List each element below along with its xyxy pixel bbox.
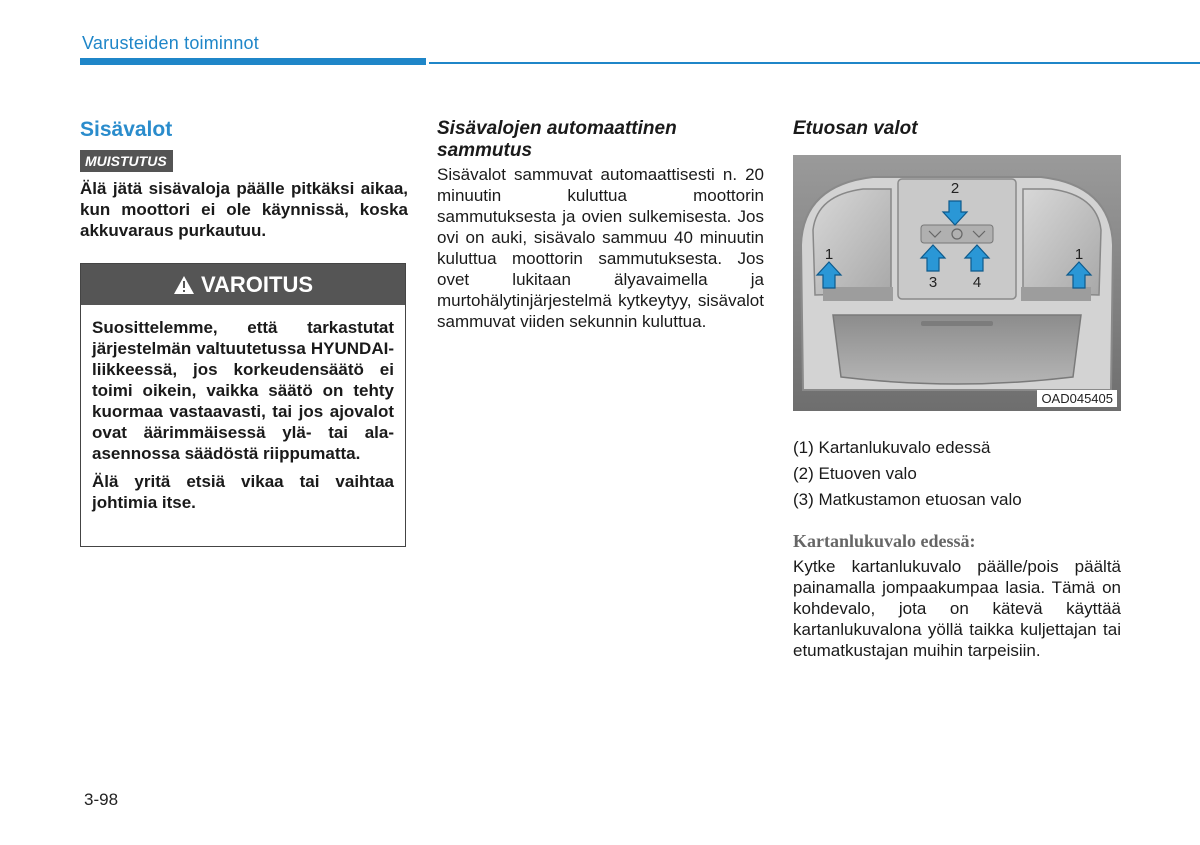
callout-2: 2: [950, 180, 960, 197]
warning-body: [81, 305, 405, 513]
warning-header: [81, 264, 405, 305]
callout-1-left: 1: [824, 246, 834, 263]
list-item: (2) Etuoven valo: [793, 464, 917, 483]
overhead-console-illustration: [793, 155, 1121, 411]
map-light-subheading: Kartanlukuvalo edessä:: [793, 531, 976, 551]
section-title-front-lights: Etuosan valot: [793, 118, 918, 139]
warning-paragraph: Älä yritä etsiä vikaa tai vaihtaa johtimia itse.: [92, 472, 394, 512]
header-bar: [80, 58, 426, 65]
front-lights-figure: [793, 155, 1121, 411]
header-title: Varusteiden toiminnot: [82, 33, 259, 53]
note-label: MUISTUTUS: [80, 150, 173, 172]
note-text: Älä jätä sisävaloja päälle pitkäksi aikaa, kun moottori ei ole käynnissä, koska akkuvaraus purkautuu.: [80, 179, 408, 240]
section-title-auto-off: Sisävalojen automaattinen sammutus: [437, 118, 677, 161]
callout-3: 3: [928, 274, 938, 291]
warning-triangle-icon: [173, 275, 195, 295]
callout-1-right: 1: [1074, 246, 1084, 263]
map-light-text: Kytke kartanlukuvalo päälle/pois päältä painamalla jompaakumpaa lasia. Tämä on kohdevalo, jota on kätevä käyttää kartanlukuvalona yöllä taikka kuljettajan tai etumatkustajan muihin tarpeisiin.: [793, 557, 1121, 660]
column-left: [80, 118, 408, 241]
auto-off-text: Sisävalot sammuvat automaattisesti n. 20 minuutin kuluttua moottorin sammutuksesta ja ovien sulkemisesta. Jos ovi on auki, sisävalo sammuu 40 minuutin kuluttua moottorin sammutuksesta. Jos ovet lukitaan älyavaimella ja murtohälytinjärjestelmä kytkeytyy, sisävalot sammuvat viiden sekunnin kuluttua.: [437, 165, 764, 331]
callout-4: 4: [972, 274, 982, 291]
warning-paragraph: Suosittelemme, että tarkastutat järjestelmän valtuutetussa HYUNDAI-liikkeessä, jos korkeudensäätö ei toimi oikein, vaikka säätö on tehty kuormaa vastaavasti, tai jos ajovalot ovat äärimmäisessä ylä- tai ala-asennossa säädöstä riippumatta.: [92, 318, 394, 463]
warning-box: [80, 263, 406, 547]
column-middle: [437, 118, 764, 332]
list-item: (3) Matkustamon etuosan valo: [793, 490, 1022, 509]
warning-label: VAROITUS: [200, 271, 314, 297]
column-right: [793, 118, 1121, 661]
header-rule: [429, 62, 1200, 64]
figure-code: OAD045405: [1037, 390, 1117, 407]
page-number: 3-98: [84, 790, 119, 809]
lights-list: [793, 435, 1121, 513]
section-title-sisavalot: Sisävalot: [80, 118, 173, 141]
list-item: (1) Kartanlukuvalo edessä: [793, 438, 991, 457]
